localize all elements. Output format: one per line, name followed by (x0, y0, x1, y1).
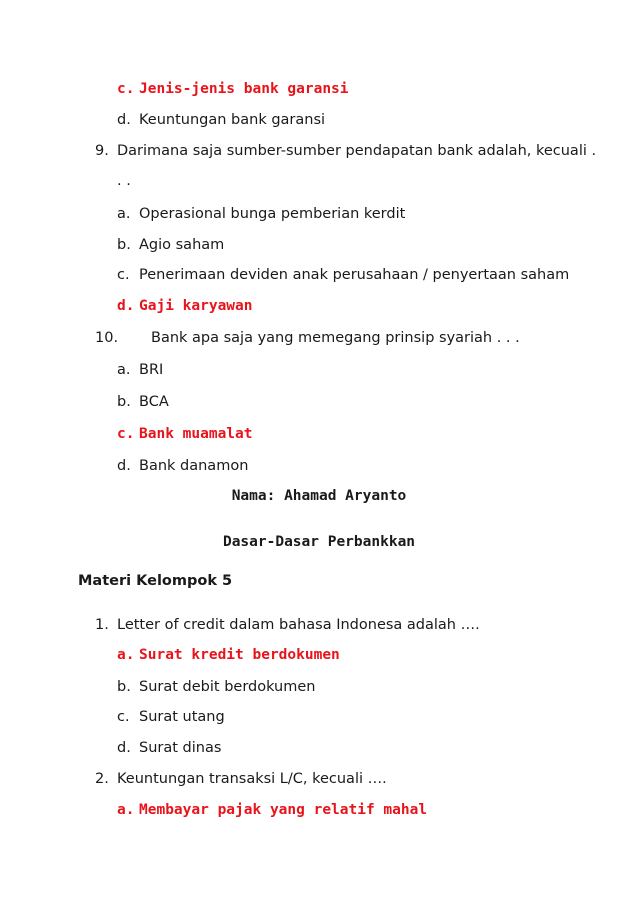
option-d (117, 457, 248, 475)
question-number: 2. (95, 771, 109, 787)
option-text: Membayar pajak yang relatif mahal (139, 802, 428, 818)
option-text: Surat debit berdokumen (139, 679, 316, 695)
option-c (117, 708, 225, 726)
option-b (117, 393, 169, 411)
option-marker: d. (117, 740, 131, 756)
option-text: Operasional bunga pemberian kerdit (139, 206, 406, 222)
option-text: Penerimaan deviden anak perusahaan / penyertaan saham (139, 267, 570, 283)
course-title: Dasar-Dasar Perbankkan (222, 534, 416, 550)
option-d (117, 111, 325, 129)
option-a (117, 361, 163, 379)
option-marker: a. (117, 362, 131, 378)
option-a (117, 205, 405, 223)
option-marker: c. (117, 81, 135, 97)
option-text: Bank danamon (139, 458, 249, 474)
option-marker: a. (117, 647, 135, 663)
option-b (117, 236, 224, 254)
option-text: Gaji karyawan (139, 298, 253, 314)
question-text: Darimana saja sumber-sumber pendapatan bank adalah, kecuali . (117, 143, 597, 159)
question-1 (95, 616, 480, 634)
option-marker: d. (117, 298, 135, 314)
option-marker: b. (117, 679, 131, 695)
option-marker: b. (117, 394, 131, 410)
option-text: Surat kredit berdokumen (139, 647, 340, 663)
option-text: BRI (139, 362, 164, 378)
option-marker: c. (117, 426, 135, 442)
question-2 (95, 770, 387, 788)
option-text: Surat dinas (139, 740, 222, 756)
answer-option-d (117, 297, 253, 315)
question-10 (95, 329, 520, 347)
option-marker: b. (117, 237, 131, 253)
question-9 (95, 142, 596, 160)
option-text: Bank muamalat (139, 426, 253, 442)
answer-option-a (117, 646, 340, 664)
option-marker: c. (117, 267, 130, 283)
option-marker: d. (117, 458, 131, 474)
question-number: 9. (95, 143, 109, 159)
question-text: Keuntungan transaksi L/C, kecuali …. (117, 771, 387, 787)
option-d (117, 739, 221, 757)
option-marker: d. (117, 112, 131, 128)
option-text: BCA (139, 394, 169, 410)
option-text: Jenis-jenis bank garansi (139, 81, 349, 97)
answer-option-c (117, 80, 349, 98)
option-b (117, 678, 315, 696)
option-text: Keuntungan bank garansi (139, 112, 326, 128)
author-name: Nama: Ahamad Aryanto (231, 488, 407, 504)
question-text: Letter of credit dalam bahasa Indonesa adalah …. (117, 617, 480, 633)
section-heading: Materi Kelompok 5 (78, 573, 233, 589)
question-text: Bank apa saja yang memegang prinsip syariah . . . (151, 330, 520, 346)
question-text-continued: . . (117, 173, 131, 189)
option-marker: a. (117, 802, 135, 818)
option-text: Agio saham (139, 237, 225, 253)
option-text: Surat utang (139, 709, 225, 725)
option-marker: c. (117, 709, 130, 725)
answer-option-c (117, 425, 253, 443)
question-9-continuation (117, 172, 131, 190)
question-number: 1. (95, 617, 109, 633)
question-number: 10. (95, 330, 119, 346)
answer-option-a (117, 801, 427, 819)
option-c (117, 266, 569, 284)
option-marker: a. (117, 206, 131, 222)
